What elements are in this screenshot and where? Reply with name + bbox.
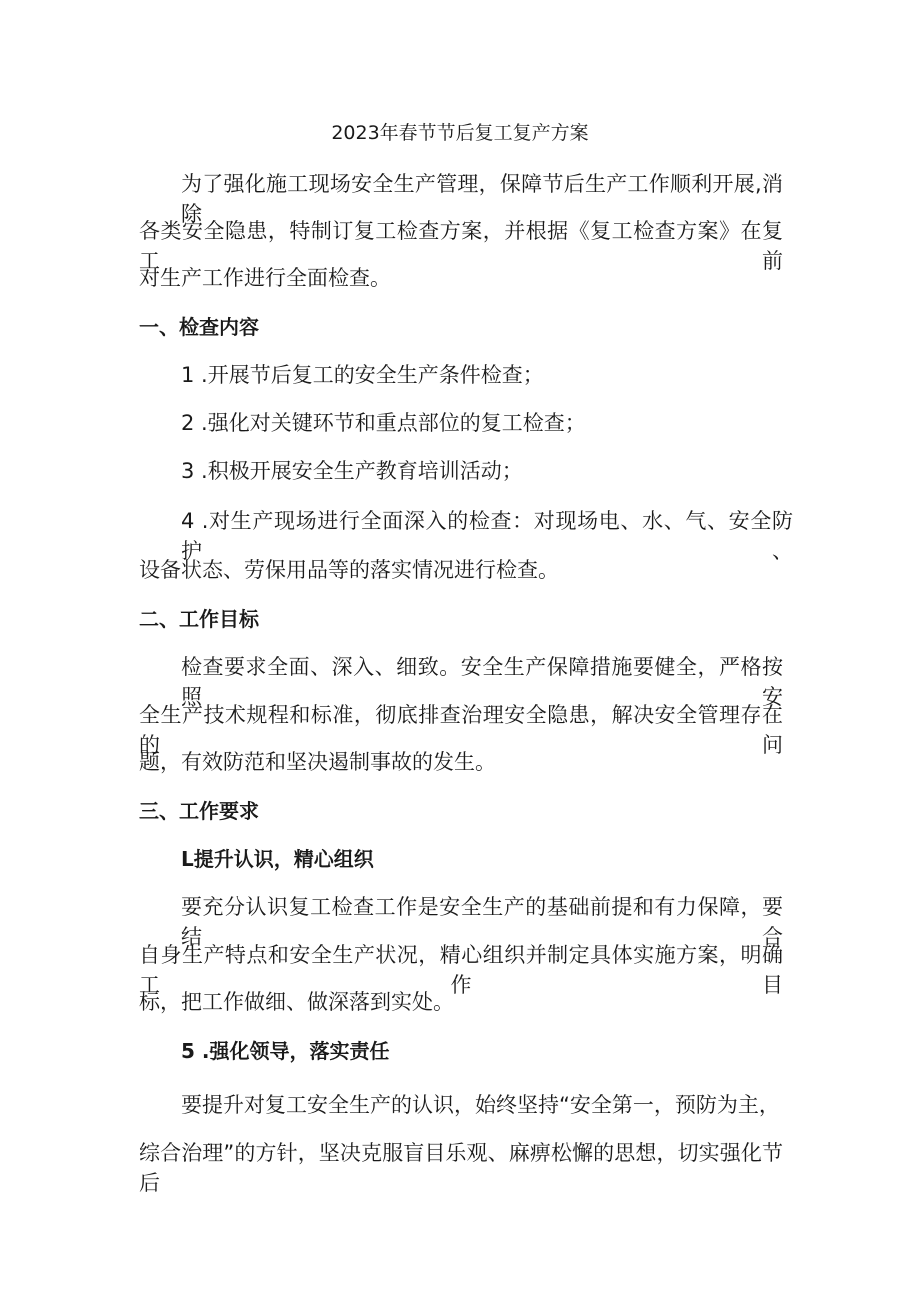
section3-sub1-heading: L提升认识，精心组织 <box>181 847 374 871</box>
section1-item-4-line-2: 设备状态、劳保用品等的落实情况进行检查。 <box>139 558 559 582</box>
section2-line-1: 检查要求全面、深入、细致。安全生产保障措施要健全，严格按照安 <box>181 655 783 709</box>
section3-sub2-line-2: 综合治理”的方针，坚决克服盲目乐观、麻痹松懈的思想，切实强化节后 <box>139 1141 783 1195</box>
section1-item-4-line-1: 4 .对生产现场进行全面深入的检查：对现场电、水、气、安全防护、 <box>181 509 793 563</box>
section2-line-3: 题，有效防范和坚决遏制事故的发生。 <box>139 750 496 774</box>
section3-sub2-heading: 5 .强化领导，落实责任 <box>181 1039 390 1063</box>
section3-heading: 三、工作要求 <box>139 799 259 823</box>
section3-sub1-line-1: 要充分认识复工检查工作是安全生产的基础前提和有力保障，要结合 <box>181 895 783 949</box>
intro-line-1: 为了强化施工现场安全生产管理，保障节后生产工作顺利开展,消除 <box>181 172 783 226</box>
section3-sub2-line-1: 要提升对复工安全生产的认识，始终坚持“安全第一，预防为主， <box>181 1093 780 1117</box>
intro-line-3: 对生产工作进行全面检查。 <box>139 266 391 290</box>
section2-line-2: 全生产技术规程和标准，彻底排查治理安全隐患，解决安全管理存在的问 <box>139 703 783 757</box>
intro-line-2: 各类安全隐患，特制订复工检查方案，并根据《复工检查方案》在复工前 <box>139 219 783 273</box>
section3-sub1-line-2: 自身生产特点和安全生产状况，精心组织并制定具体实施方案，明确工作目 <box>139 943 783 997</box>
section1-heading: 一、检查内容 <box>139 315 259 339</box>
section1-item-3: 3 .积极开展安全生产教育培训活动； <box>181 459 523 483</box>
section3-sub1-line-3: 标，把工作做细、做深落到实处。 <box>139 990 454 1014</box>
section1-item-2: 2 .强化对关键环节和重点部位的复工检查； <box>181 411 586 435</box>
document-title: 2023年春节节后复工复产方案 <box>331 122 589 144</box>
section2-heading: 二、工作目标 <box>139 607 259 631</box>
section1-item-1: 1 .开展节后复工的安全生产条件检查； <box>181 363 544 387</box>
